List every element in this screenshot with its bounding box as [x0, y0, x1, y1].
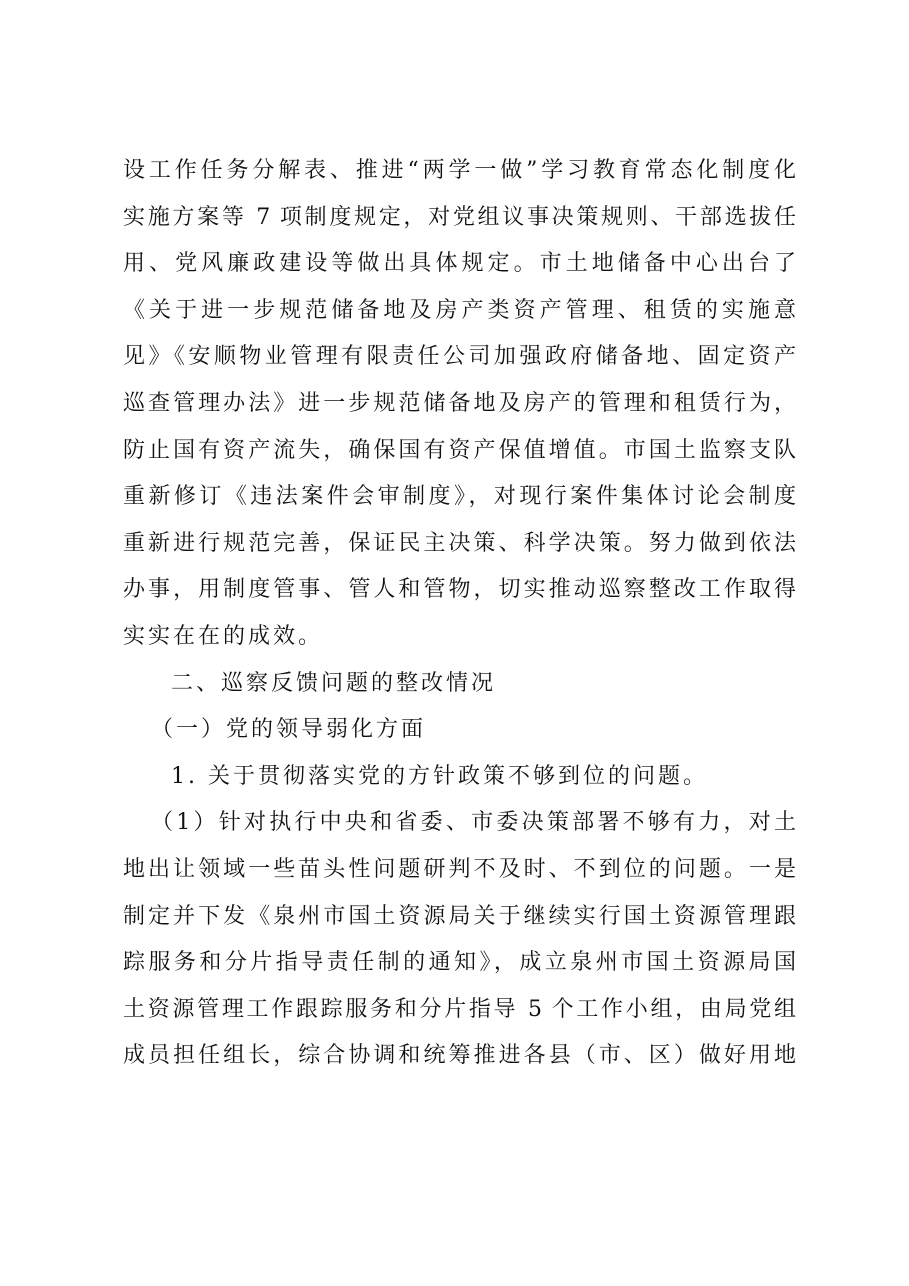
text-line: 用、党风廉政建设等做出具体规定。市土地储备中心出台了: [123, 251, 796, 277]
document-body: [123, 148, 796, 1080]
text-line: 踪服务和分片指导责任制的通知》，成立泉州市国土资源局国: [123, 950, 796, 976]
text-line: 办事，用制度管事、管人和管物，切实推动巡察整改工作取得: [123, 577, 796, 603]
text-line: 地出让领域一些苗头性问题研判不及时、不到位的问题。一是: [123, 856, 796, 882]
text-line: 重新进行规范完善，保证民主决策、科学决策。努力做到依法: [123, 530, 796, 556]
text-line: 制定并下发《泉州市国土资源局关于继续实行国土资源管理跟: [123, 903, 796, 929]
item-heading: 1. 关于贯彻落实党的方针政策不够到位的问题。: [171, 763, 708, 789]
section-heading: 二、巡察反馈问题的整改情况: [171, 670, 497, 696]
text-line: （1）针对执行中央和省委、市委决策部署不够有力，对土: [151, 810, 796, 836]
subsection-heading: （一）党的领导弱化方面: [151, 717, 427, 743]
text-line: 实实在在的成效。: [123, 623, 324, 649]
text-line: 成员担任组长，综合协调和统筹推进各县（市、区）做好用地: [123, 1043, 796, 1069]
text-line: 土资源管理工作跟踪服务和分片指导 5 个工作小组，由局党组: [123, 996, 796, 1022]
text-line: 巡查管理办法》进一步规范储备地及房产的管理和租赁行为，: [123, 390, 796, 416]
text-line: 重新修订《违法案件会审制度》，对现行案件集体讨论会制度: [123, 484, 796, 510]
text-line: 《关于进一步规范储备地及房产类资产管理、租赁的实施意: [123, 297, 796, 323]
text-line: 设工作任务分解表、推进“两学一做”学习教育常态化制度化: [123, 158, 796, 183]
text-line: 实施方案等 7 项制度规定，对党组议事决策规则、干部选拔任: [123, 204, 796, 230]
text-line: 防止国有资产流失，确保国有资产保值增值。市国土监察支队: [123, 437, 796, 463]
text-line: 见》《安顺物业管理有限责任公司加强政府储备地、固定资产: [123, 344, 796, 370]
